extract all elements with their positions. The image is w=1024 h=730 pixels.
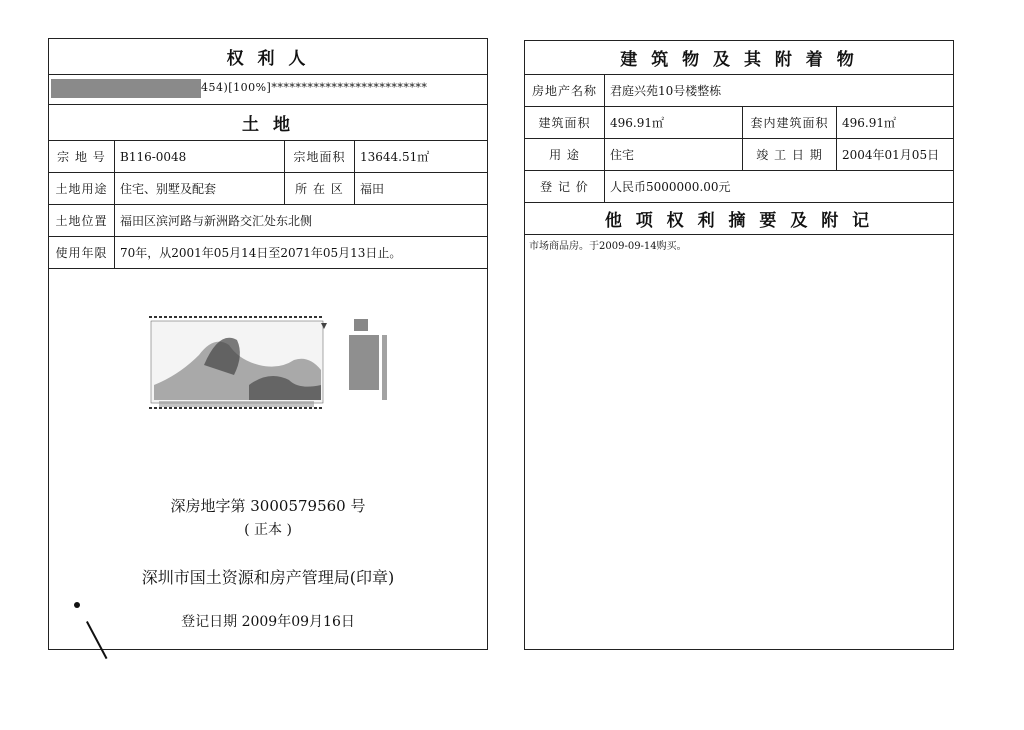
use-value: 住宅 — [605, 139, 743, 170]
land-row-1 — [49, 141, 487, 173]
scan-dot — [74, 602, 80, 608]
land-location-row — [49, 205, 487, 237]
floor-area-label: 建筑面积 — [525, 107, 605, 138]
completion-date-label: 竣 工 日 期 — [743, 139, 837, 170]
area-row — [525, 107, 953, 139]
inner-area-label: 套内建筑面积 — [743, 107, 837, 138]
owner-header: 权 利 人 — [49, 39, 487, 75]
term-label: 使用年限 — [49, 237, 115, 268]
property-name-row — [525, 75, 953, 107]
land-use-value: 住宅、别墅及配套 — [115, 173, 285, 204]
postage-stamp-image — [149, 315, 389, 410]
price-row — [525, 171, 953, 203]
certificate-type: ( 正本 ) — [244, 522, 292, 538]
parcel-no-value: B116-0048 — [115, 141, 285, 172]
owner-line: 454)[100%]************************** — [201, 81, 428, 94]
land-term-row — [49, 237, 487, 269]
land-header: 土 地 — [49, 105, 487, 141]
property-name-value: 君庭兴苑10号楼整栋 — [610, 84, 722, 98]
building-header: 建 筑 物 及 其 附 着 物 — [525, 41, 953, 75]
registered-price-value: 人民币5000000.00元 — [610, 180, 731, 194]
location-value: 福田区滨河路与新洲路交汇处东北侧 — [120, 214, 313, 228]
use-label: 用 途 — [525, 139, 605, 170]
use-row — [525, 139, 953, 171]
parcel-area-value: 13644.51㎡ — [360, 150, 430, 164]
left-certificate-page — [48, 38, 488, 650]
location-label: 土地位置 — [49, 205, 115, 236]
other-rights-header: 他 项 权 利 摘 要 及 附 记 — [525, 203, 953, 235]
district-label: 所 在 区 — [285, 173, 355, 204]
right-certificate-page — [524, 40, 954, 650]
term-value: 70年，从2001年05月14日至2071年05月13日止。 — [120, 246, 402, 260]
floor-area-value: 496.91㎡ — [605, 107, 743, 138]
district-value: 福田 — [360, 182, 385, 196]
parcel-area-label: 宗地面积 — [285, 141, 355, 172]
land-use-label: 土地用途 — [49, 173, 115, 204]
certificate-number: 深房地字第 3000579560 号 — [170, 497, 366, 515]
redacted-block — [51, 79, 201, 98]
registration-date: 登记日期 2009年09月16日 — [181, 614, 355, 630]
inner-area-value: 496.91㎡ — [842, 116, 896, 130]
registered-price-label: 登 记 价 — [525, 171, 605, 202]
land-row-2 — [49, 173, 487, 205]
parcel-no-label: 宗 地 号 — [49, 141, 115, 172]
owner-row — [49, 75, 487, 105]
issuing-authority: 深圳市国土资源和房产管理局(印章) — [141, 568, 395, 587]
completion-date-value: 2004年01月05日 — [842, 148, 940, 162]
other-rights-note: 市场商品房。于2009-09-14购买。 — [529, 241, 687, 252]
property-name-label: 房地产名称 — [525, 75, 605, 106]
